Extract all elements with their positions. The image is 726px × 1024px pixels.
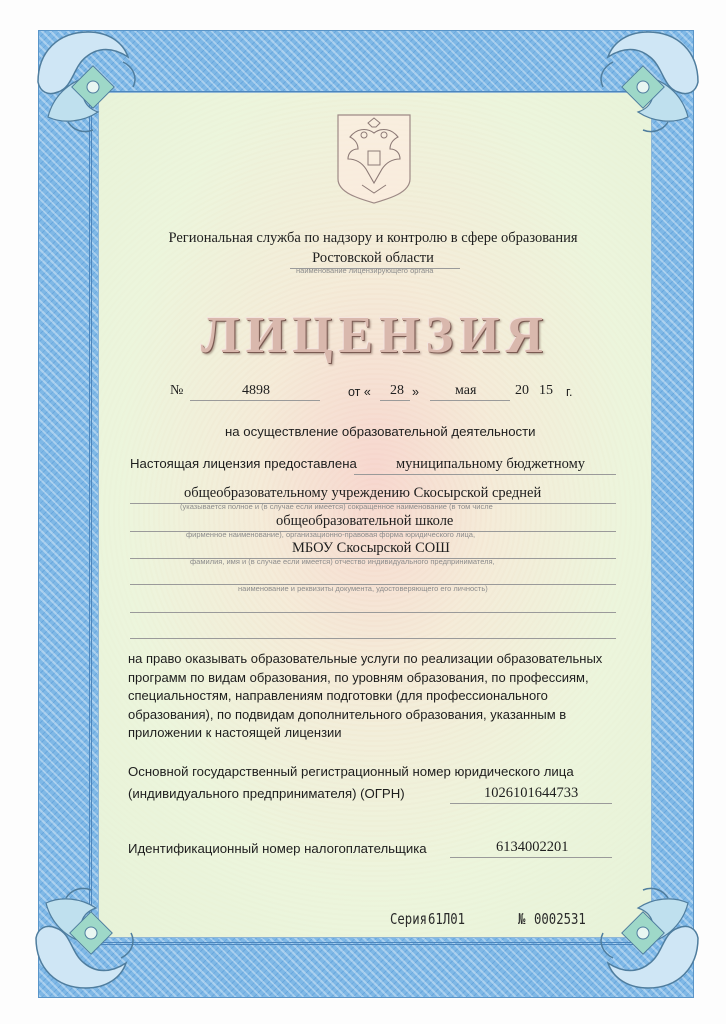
number-label: № xyxy=(170,383,184,398)
date-quote-close: » xyxy=(412,385,419,399)
licensee-caption-4: наименование и реквизиты документа, удостоверяющего его личность) xyxy=(238,584,488,593)
licensee-lead: Настоящая лицензия предоставлена xyxy=(130,456,357,471)
authority-name-line-1: Региональная служба по надзору и контролю в сфере образования xyxy=(168,230,578,246)
inn-label: Идентификационный номер налогоплательщика xyxy=(128,841,427,856)
licensee-caption-1: (указывается полное и (в случае если имеется) сокращенное наименование (в том числе xyxy=(180,502,493,511)
licensee-line-3: общеобразовательной школе xyxy=(276,513,454,529)
license-purpose: на осуществление образовательной деятельности xyxy=(225,424,536,439)
year-prefix: 20 xyxy=(515,383,529,398)
license-year: 15 xyxy=(539,383,553,398)
blank-number-label: № xyxy=(518,910,526,928)
license-number: 4898 xyxy=(242,383,270,398)
licensee-caption-2: фирменное наименование), организационно-правовая форма юридического лица, xyxy=(186,530,476,539)
inn-value: 6134002201 xyxy=(496,839,569,855)
rights-line: на право оказывать образовательные услуги по реализации образовательных xyxy=(128,651,603,666)
rights-line: программ по видам образования, по уровням образования, по профессиям, xyxy=(128,669,589,685)
ornament-corner-icon xyxy=(590,880,708,998)
blank-underline-2 xyxy=(130,638,616,639)
licensee-line-1: муниципальному бюджетному xyxy=(396,456,586,472)
rights-line: приложении к настоящей лицензии xyxy=(128,725,342,741)
ogrn-label-2: (индивидуального предпринимателя) (ОГРН) xyxy=(128,786,405,801)
ornament-corner-icon xyxy=(28,22,146,140)
authority-caption: наименование лицензирующего органа xyxy=(296,266,434,275)
series-value: 61Л01 xyxy=(428,910,466,928)
license-month: мая xyxy=(455,383,477,398)
month-underline xyxy=(430,400,510,401)
rights-paragraph xyxy=(128,650,624,743)
licensee-caption-3: фамилия, имя и (в случае если имеется) отчество индивидуального предпринимателя, xyxy=(190,557,495,566)
rights-line: специальностям, направлениям подготовки (для профессионального xyxy=(128,688,548,704)
rights-line: образования), по подвидам дополнительного образования, указанным в xyxy=(128,706,567,722)
day-underline xyxy=(380,400,410,401)
licensee-line-4: МБОУ Скосырской СОШ xyxy=(292,540,450,556)
ogrn-value: 1026101644733 xyxy=(484,785,579,801)
series-label: Серия xyxy=(390,910,428,928)
ogrn-underline xyxy=(450,803,612,804)
coat-of-arms-icon xyxy=(336,113,412,205)
number-underline xyxy=(190,400,320,401)
date-from-label: от « xyxy=(348,385,371,399)
document-title: ЛИЦЕНЗИЯ xyxy=(200,307,550,364)
ornament-corner-icon xyxy=(26,880,144,998)
ogrn-label-1: Основной государственный регистрационный номер юридического лица xyxy=(128,764,574,779)
license-day: 28 xyxy=(390,383,404,398)
blank-number-value: 0002531 xyxy=(534,910,586,928)
licensee-line-2: общеобразовательному учреждению Скосырской средней xyxy=(184,485,542,501)
authority-name-line-2: Ростовской области xyxy=(312,250,434,266)
blank-underline-1 xyxy=(130,612,616,613)
inn-underline xyxy=(450,857,612,858)
licensee-underline-1 xyxy=(354,474,616,475)
year-label: г. xyxy=(566,385,573,399)
ornament-corner-icon xyxy=(590,22,708,140)
